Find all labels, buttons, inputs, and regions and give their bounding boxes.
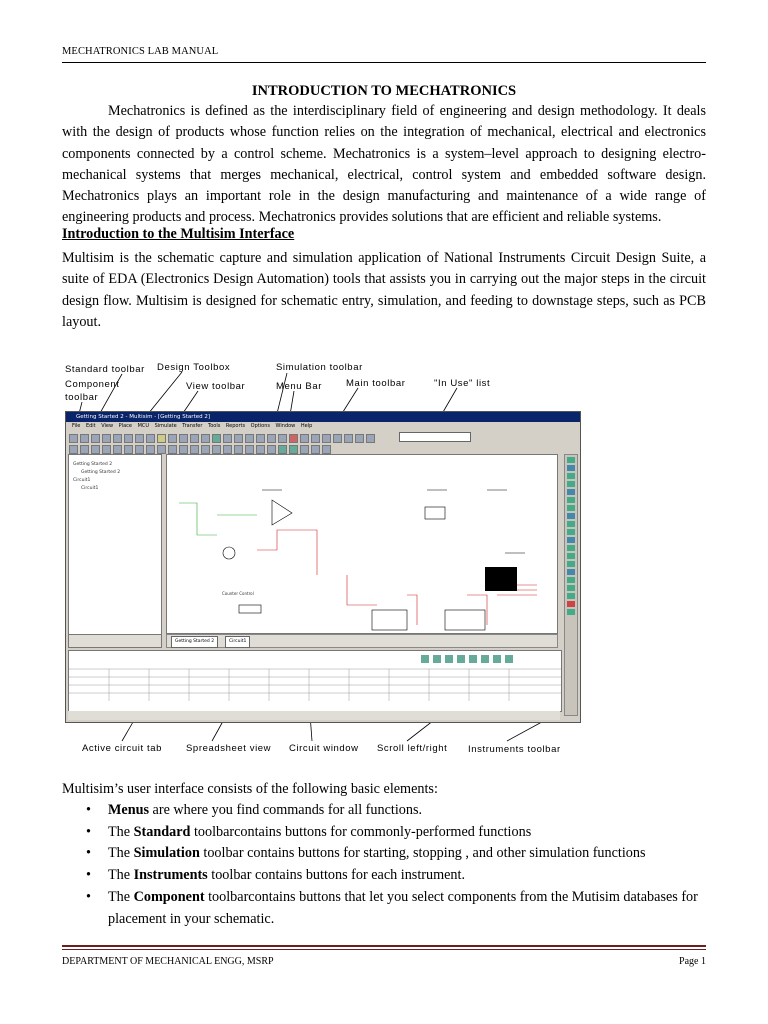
spreadsheet-tabs bbox=[68, 711, 560, 720]
standard-toolbar bbox=[68, 431, 560, 441]
elements-list bbox=[62, 800, 712, 930]
spreadsheet-view bbox=[68, 650, 562, 712]
intro-paragraph: Mechatronics is defined as the interdisciplinary field of engineering and design methodology. It deals with the design of products whose function relies on the integration of mechanical, electrical and electronics components connected by a control scheme. Mechatronics is a system–level approach to designing electro-mechanical systems that merges mechanical, electrical, control system and embedded software design. Mechatronics plays an important role in the design manufacturing and maintenance of a wide range of engineering products and process. Mechatronics provides solutions that are efficient and reliable systems. bbox=[62, 103, 706, 226]
elements-intro: Multisim’s user interface consists of the following basic elements: bbox=[62, 781, 438, 797]
label-component-toolbar-2: toolbar bbox=[65, 392, 99, 403]
bullet: • bbox=[86, 888, 91, 905]
circuit-window bbox=[166, 454, 558, 634]
label-view-toolbar: View toolbar bbox=[186, 381, 246, 392]
list-item: • The Instruments toolbar contains buttons for each instrument. bbox=[62, 865, 712, 887]
section-heading: Introduction to the Multisim Interface bbox=[62, 226, 295, 242]
tab-getting-started: Getting Started 2 bbox=[171, 636, 218, 648]
label-component-toolbar-1: Component bbox=[65, 379, 120, 390]
list-item: • The Component toolbarcontains buttons that let you select components from the Mutisim databases for placement in your schematic. bbox=[86, 888, 698, 927]
multisim-interface-figure bbox=[62, 356, 582, 756]
footer-rule bbox=[62, 945, 706, 947]
list-item: • Menus are where you find commands for all functions. bbox=[62, 800, 712, 822]
spreadsheet-grid bbox=[69, 651, 561, 711]
label-scroll-left-right: Scroll left/right bbox=[377, 743, 448, 754]
design-toolbox bbox=[68, 454, 162, 636]
page-title: INTRODUCTION TO MECHATRONICS bbox=[251, 83, 517, 99]
footer-rule bbox=[62, 949, 706, 950]
list-item: • The Standard toolbarcontains buttons for commonly-performed functions bbox=[62, 822, 712, 844]
label-menu-bar: Menu Bar bbox=[276, 381, 322, 392]
tree-item: Circuit1 bbox=[81, 486, 99, 491]
list-item: • The Simulation toolbar contains buttons for starting, stopping , and other simulation functions bbox=[62, 843, 712, 865]
design-toolbox-tabs bbox=[68, 634, 162, 648]
label-design-toolbox: Design Toolbox bbox=[157, 362, 231, 373]
label-simulation-toolbar: Simulation toolbar bbox=[276, 362, 363, 373]
in-use-list bbox=[399, 432, 471, 442]
label-standard-toolbar: Standard toolbar bbox=[65, 364, 145, 375]
window-titlebar: Getting Started 2 - Multisim - [Getting Started 2] bbox=[66, 412, 580, 422]
schematic-note: Counter Control bbox=[222, 591, 254, 596]
label-circuit-window: Circuit window bbox=[289, 743, 359, 754]
tree-item: Getting Started 2 bbox=[81, 470, 121, 475]
label-in-use-list: "In Use" list bbox=[434, 378, 491, 389]
design-tree bbox=[73, 461, 120, 493]
bullet: • bbox=[86, 823, 91, 840]
tree-item: Circuit1 bbox=[73, 478, 91, 483]
schematic bbox=[167, 455, 557, 633]
multisim-screenshot bbox=[65, 411, 581, 723]
circuit-tabs bbox=[166, 634, 558, 648]
tree-item: Getting Started 2 bbox=[73, 462, 113, 467]
label-main-toolbar: Main toolbar bbox=[346, 378, 406, 389]
instruments-toolbar bbox=[564, 454, 578, 716]
bullet: • bbox=[86, 845, 91, 862]
multisim-paragraph: Multisim is the schematic capture and simulation application of National Instruments Circuit Design Suite, a suite of EDA (Electronics Design Automation) tools that assists you in carrying out the major steps in the circuit design flow. Multisim is designed for schematic entry, simulation, and feeding to downstage steps, such as PCB layout. bbox=[62, 250, 706, 330]
bullet: • bbox=[86, 867, 91, 884]
page-number: Page 1 bbox=[679, 956, 706, 967]
header-rule bbox=[62, 62, 706, 63]
label-instruments-toolbar: Instruments toolbar bbox=[468, 744, 561, 755]
label-active-circuit-tab: Active circuit tab bbox=[82, 743, 162, 754]
running-header: MECHATRONICS LAB MANUAL bbox=[62, 46, 219, 57]
tab-circuit1: Circuit1 bbox=[225, 636, 250, 648]
component-toolbar bbox=[68, 442, 560, 452]
menu-bar: File Edit View Place MCU Simulate Transfer Tools Reports Options Window Help bbox=[72, 423, 313, 429]
label-spreadsheet-view: Spreadsheet view bbox=[186, 743, 272, 754]
footer-department: DEPARTMENT OF MECHANICAL ENGG, MSRP bbox=[62, 956, 274, 967]
bullet: • bbox=[86, 802, 91, 818]
